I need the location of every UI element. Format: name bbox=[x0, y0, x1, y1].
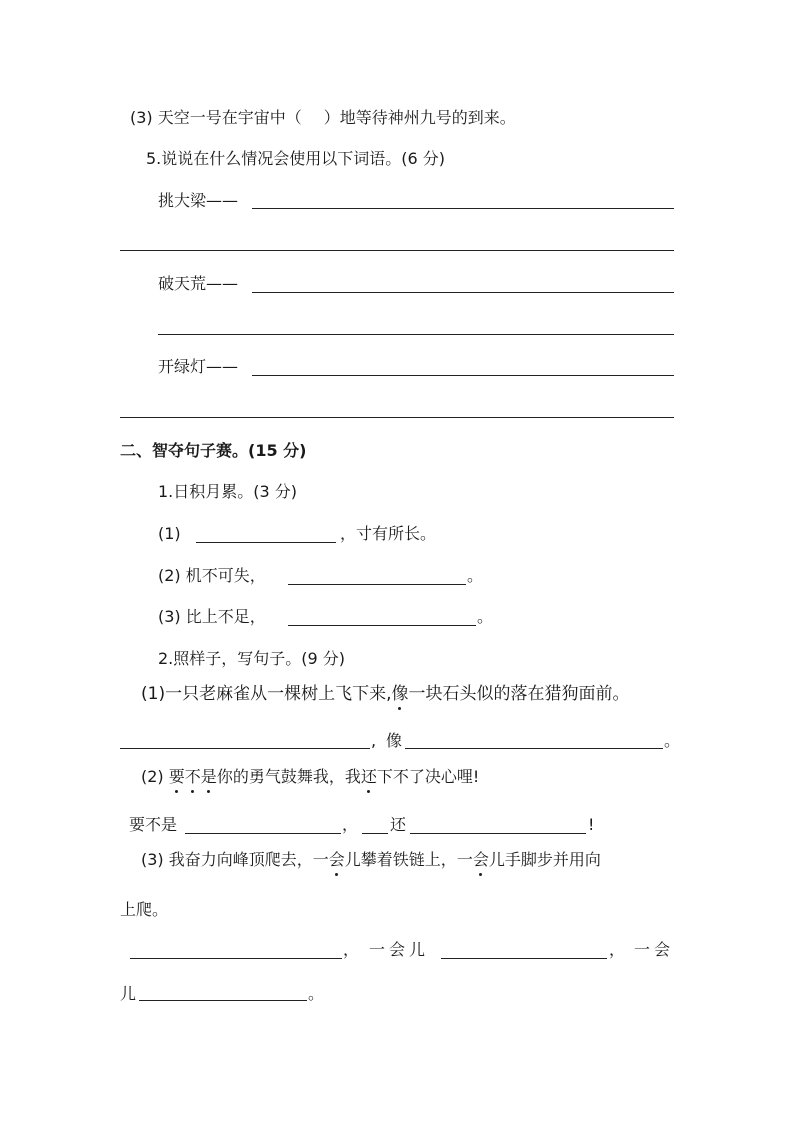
s2-q1-item-2-blank[interactable] bbox=[288, 584, 466, 585]
s2-q2-example-3-k2: 一会儿 bbox=[456, 850, 505, 869]
q5-answer-line-1a[interactable] bbox=[252, 208, 674, 209]
s2-q2-example-1 bbox=[141, 684, 629, 704]
s2-q2-example-1-pre: (1)一只老麻雀从一棵树上飞下来, bbox=[141, 684, 392, 704]
s2-q1-item-1-number: (1) bbox=[158, 524, 181, 543]
q5-word-2: 破天荒—— bbox=[158, 274, 239, 293]
s2-q2-answer-2-keyword: 还 bbox=[390, 815, 407, 834]
s2-q2-answer-3-end: 。 bbox=[308, 984, 325, 1003]
s2-q2-example-2 bbox=[141, 767, 479, 787]
s2-q2-example-2-k2: 不 bbox=[184, 767, 201, 786]
q5-answer-line-1b[interactable] bbox=[120, 250, 674, 251]
s2-q2-answer-1-end: 。 bbox=[664, 731, 681, 750]
s2-q1-item-1-blank[interactable] bbox=[196, 542, 336, 543]
s2-q1-item-1-text: ，寸有所长。 bbox=[340, 524, 437, 543]
s2-q1-item-3-text: 比上不足， bbox=[185, 607, 266, 626]
s2-q2-answer-2-blank-b[interactable] bbox=[362, 833, 388, 834]
s2-q2-example-2-post: 下不了决心哩! bbox=[376, 767, 480, 786]
s2-q2-answer-1-blank-a[interactable] bbox=[120, 748, 370, 749]
s2-q2-example-3-pre: 我奋力向峰顶爬去， bbox=[168, 850, 313, 869]
s2-q2-answer-3-keyword-2a: 一会 bbox=[634, 940, 675, 959]
s2-q1-item-3-end: 。 bbox=[477, 607, 494, 626]
s2-q1-item-2-text: 机不可失， bbox=[185, 566, 266, 585]
s2-q1-item-3 bbox=[158, 607, 266, 627]
q5-answer-line-3a[interactable] bbox=[252, 375, 674, 376]
s2-q2-answer-3-keyword-1: 一会儿 bbox=[369, 940, 430, 959]
q4-item-3-number: (3) bbox=[130, 108, 153, 127]
q4-item-3-text-after: ）地等待神州九号的到来。 bbox=[323, 108, 516, 127]
s2-q2-example-3-k1: 一会儿 bbox=[312, 850, 361, 869]
s2-q2-answer-3-blank-c[interactable] bbox=[139, 1000, 307, 1001]
s2-q2-answer-1-blank-b[interactable] bbox=[405, 748, 663, 749]
q5-word-1: 挑大梁—— bbox=[158, 191, 239, 210]
q4-item-3-text-before: 天空一号在宇宙中（ bbox=[157, 108, 302, 127]
q5-word-3: 开绿灯—— bbox=[158, 357, 239, 376]
s2-q2-answer-3-comma-2: ， bbox=[609, 940, 626, 959]
s2-q2-answer-3-keyword-2b: 儿 bbox=[120, 984, 137, 1003]
q5-title: 5.说说在什么情况会使用以下词语。(6 分) bbox=[146, 149, 446, 168]
s2-q1-title: 1.日积月累。(3 分) bbox=[158, 482, 298, 501]
s2-q2-answer-3-comma-1: ， bbox=[343, 940, 360, 959]
s2-q2-answer-3-blank-a[interactable] bbox=[130, 958, 342, 959]
s2-q1-item-2 bbox=[158, 566, 266, 586]
s2-q2-example-2-mid: 你的勇气鼓舞我，我 bbox=[216, 767, 361, 786]
s2-q2-example-1-post: 一块石头似的落在猎狗面前。 bbox=[408, 684, 630, 704]
s2-q1-item-3-blank[interactable] bbox=[288, 625, 476, 626]
s2-q2-answer-1-comma: , bbox=[371, 731, 377, 750]
s2-q2-example-1-keyword: 像 bbox=[391, 684, 409, 704]
q5-answer-line-2a[interactable] bbox=[252, 292, 674, 293]
s2-q2-answer-2-blank-a[interactable] bbox=[185, 833, 341, 834]
q5-answer-line-2b[interactable] bbox=[158, 334, 674, 335]
s2-q1-item-2-number: (2) bbox=[158, 566, 181, 585]
s2-q1-item-2-end: 。 bbox=[467, 566, 484, 585]
s2-q2-answer-1-keyword: 像 bbox=[386, 731, 403, 750]
s2-q2-example-2-number: (2) bbox=[141, 767, 164, 786]
section-2-title: 二、智夺句子赛。(15 分) bbox=[120, 441, 307, 460]
q4-item-3 bbox=[130, 108, 516, 128]
s2-q2-answer-2-start: 要不是 bbox=[129, 815, 178, 834]
q5-answer-line-3b[interactable] bbox=[120, 417, 674, 418]
s2-q2-example-3 bbox=[141, 850, 601, 870]
s2-q2-title: 2.照样子，写句子。(9 分) bbox=[158, 649, 346, 668]
s2-q2-example-2-k1: 要 bbox=[168, 767, 185, 786]
s2-q2-example-3-number: (3) bbox=[141, 850, 164, 869]
s2-q2-example-3-post: 手脚步并用向 bbox=[504, 850, 601, 869]
s2-q2-example-3-cont: 上爬。 bbox=[120, 900, 169, 919]
s2-q2-answer-2-end: ! bbox=[588, 815, 595, 834]
s2-q2-example-3-mid: 攀着铁链上， bbox=[360, 850, 457, 869]
s2-q1-item-3-number: (3) bbox=[158, 607, 181, 626]
s2-q2-example-2-k3: 是 bbox=[200, 767, 217, 786]
s2-q2-answer-3-blank-b[interactable] bbox=[441, 958, 607, 959]
s2-q2-answer-2-comma: ， bbox=[342, 815, 359, 834]
s2-q2-example-2-k4: 还 bbox=[360, 767, 377, 786]
s2-q2-answer-2-blank-c[interactable] bbox=[410, 833, 586, 834]
